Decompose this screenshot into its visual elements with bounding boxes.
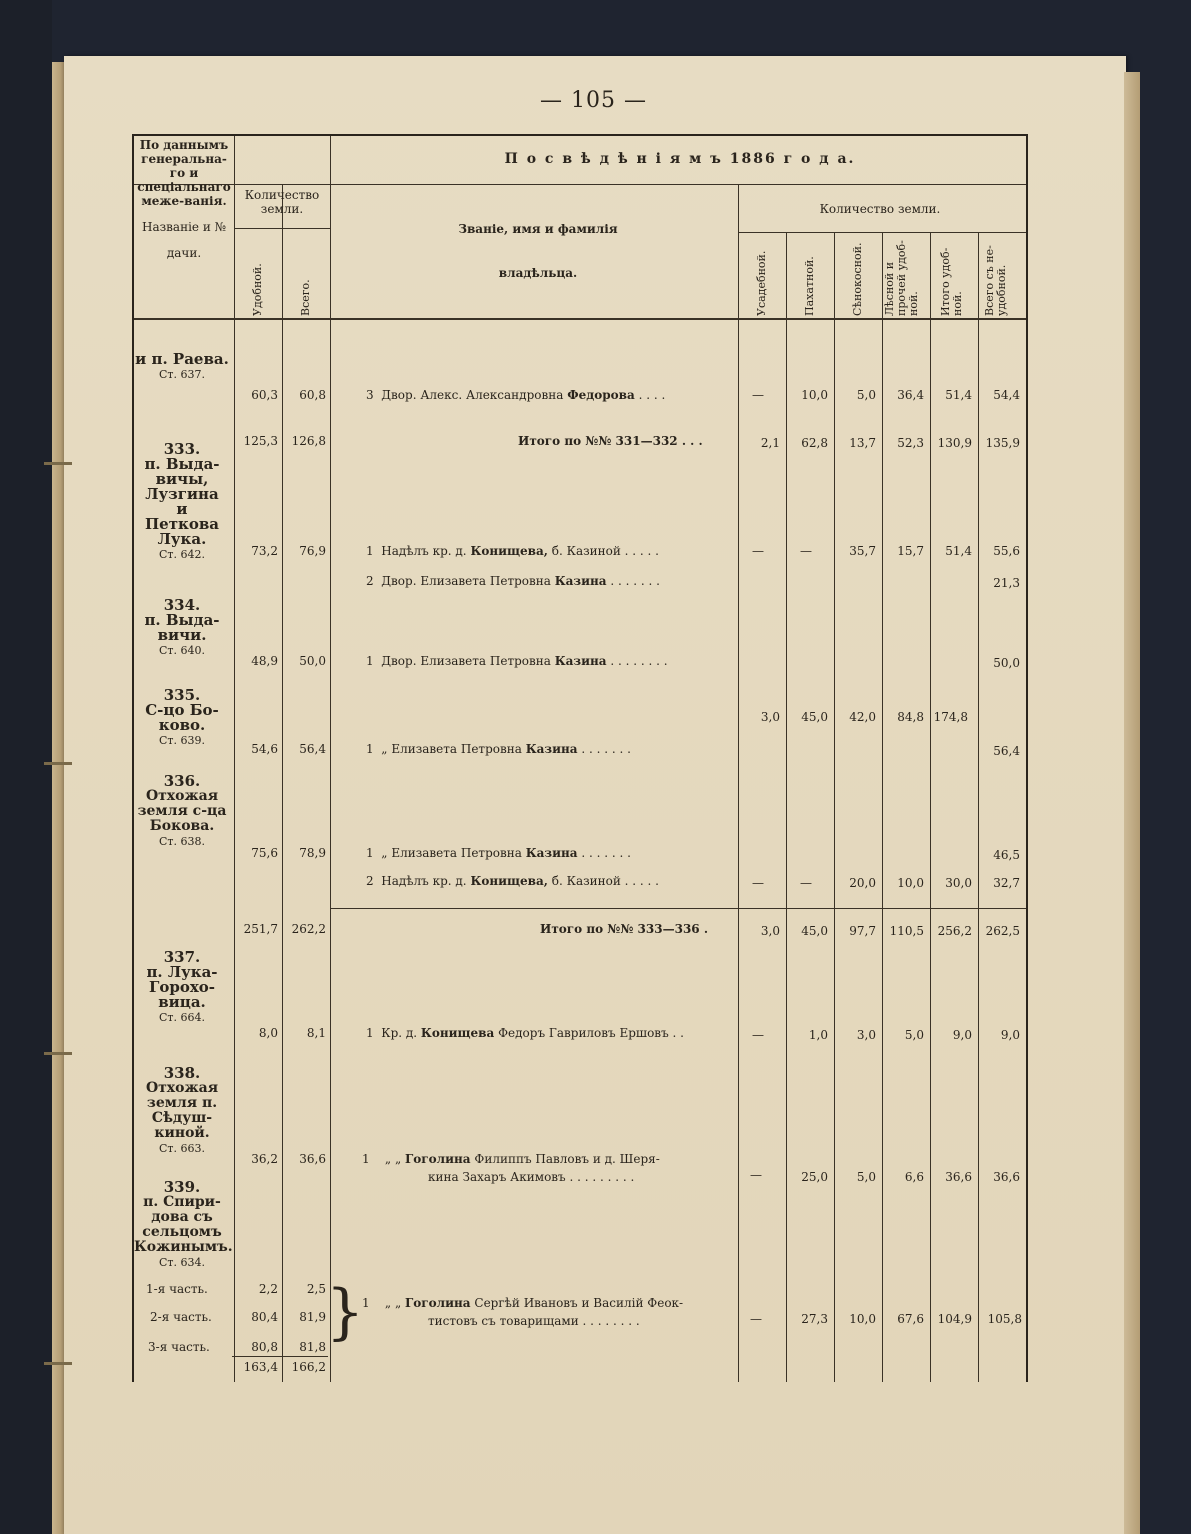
cell-c2: — xyxy=(800,544,812,558)
cell-c5: 256,2 xyxy=(937,924,972,938)
header-left-top: По даннымъ генеральна-го и спеціальнаго меже-ванія. xyxy=(137,138,231,208)
dacha-name: 337. п. Лука-Горохо-вица. Ст. 664. xyxy=(146,948,218,1024)
cell-total: 78,9 xyxy=(299,846,326,860)
cell-c3: 35,7 xyxy=(849,544,876,558)
header-owner-2: владѣльца. xyxy=(498,266,578,280)
cell-c4: 36,4 xyxy=(897,388,924,402)
cell-c6: 9,0 xyxy=(1000,1028,1020,1042)
cell-c1: — xyxy=(750,1168,762,1182)
cell-c6: 36,6 xyxy=(993,1170,1020,1184)
cell-c4: 6,6 xyxy=(904,1170,924,1184)
owner-entry-line2: кина Захаръ Акимовъ . . . . . . . . . xyxy=(428,1170,635,1184)
cell-c3: 13,7 xyxy=(849,436,876,450)
book-background-left xyxy=(0,0,52,1534)
cell-useful: 251,7 xyxy=(243,922,278,936)
owner-entry: 1 Двор. Елизавета Петровна Казина . . . . . . . . xyxy=(366,654,668,668)
cell-c4: 84,8 xyxy=(897,710,924,724)
col-divider xyxy=(282,184,283,1382)
dacha-name: 333. п. Выда-вичы, Лузгина и Петкова Лука. Ст. 642. xyxy=(144,440,220,561)
sum-rule xyxy=(232,1356,328,1357)
owner-entry: 3 Двор. Алекс. Александровна Федорова . . . . xyxy=(366,388,666,402)
page-right-edge xyxy=(1124,72,1140,1534)
owner-entry: 1 „ Елизавета Петровна Казина . . . . . . . xyxy=(366,846,631,860)
col-divider xyxy=(930,232,931,1382)
cell-c5: 30,0 xyxy=(945,876,972,890)
dacha-name: 335. С-цо Бо-ково. Ст. 639. xyxy=(145,686,219,747)
cell-useful: 80,8 xyxy=(251,1340,278,1354)
cell-useful: 125,3 xyxy=(243,434,278,448)
cell-c5: 130,9 xyxy=(937,436,972,450)
dacha-name: и п. Раева. Ст. 637. xyxy=(135,350,229,381)
part-label: 1-я часть. xyxy=(146,1282,208,1296)
owner-entry: 1 „ „ Гоголина Филиппъ Павловъ и д. Шеря- xyxy=(362,1152,660,1166)
cell-total: 50,0 xyxy=(299,654,326,668)
cell-c6: 56,4 xyxy=(993,744,1020,758)
cell-c6: 135,9 xyxy=(985,436,1020,450)
header-c-pah: Пахатной. xyxy=(803,256,816,316)
cell-c2: 62,8 xyxy=(801,436,828,450)
owner-entry: 1 Кр. д. Конищева Федоръ Гавриловъ Ершовъ . . xyxy=(366,1026,684,1040)
cell-c3: 20,0 xyxy=(849,876,876,890)
cell-c2: 1,0 xyxy=(808,1028,828,1042)
binding-stitch xyxy=(44,1052,72,1055)
cell-c1: — xyxy=(752,1028,764,1042)
cell-total: 81,8 xyxy=(299,1340,326,1354)
cell-c3: 97,7 xyxy=(849,924,876,938)
owner-entry: 1 Надѣлъ кр. д. Конищева, б. Казиной . . . . . xyxy=(366,544,659,558)
cell-useful: 2,2 xyxy=(258,1282,278,1296)
header-c-usad: Усадебной. xyxy=(755,250,768,316)
cell-c6: 55,6 xyxy=(993,544,1020,558)
part-label: 3-я часть. xyxy=(148,1340,210,1354)
cell-c2: 27,3 xyxy=(801,1312,828,1326)
cell-c5: 51,4 xyxy=(945,544,972,558)
cell-c6: 32,7 xyxy=(993,876,1020,890)
header-c-vsego: Всего съ не-удобной. xyxy=(983,245,1008,316)
page-number: — 105 — xyxy=(540,88,647,113)
cell-c2: 25,0 xyxy=(801,1170,828,1184)
cell-c1: — xyxy=(752,388,764,402)
owner-entry: 1 „ Елизавета Петровна Казина . . . . . . . xyxy=(366,742,631,756)
part-label: 2-я часть. xyxy=(150,1310,212,1324)
cell-c4: 5,0 xyxy=(904,1028,924,1042)
cell-c6: 46,5 xyxy=(993,848,1020,862)
header-name-col: Названіе и № дачи. xyxy=(142,220,226,260)
header-divider xyxy=(738,232,1026,233)
cell-total: 2,5 xyxy=(306,1282,326,1296)
dacha-name: 338. Отхожая земля п. Сѣдуш-киной. Ст. 663. xyxy=(145,1064,219,1155)
cell-c4: 67,6 xyxy=(897,1312,924,1326)
cell-c5: 9,0 xyxy=(952,1028,972,1042)
col-divider xyxy=(882,232,883,1382)
header-qty-land: Количество земли. xyxy=(244,188,320,216)
dacha-name: 339. п. Спири-дова съ сельцомъ Кожинымъ. Ст. 634. xyxy=(134,1178,233,1269)
subtotal-label: Итого по №№ 333—336 . xyxy=(540,922,708,936)
cell-useful-sum: 163,4 xyxy=(243,1360,278,1374)
brace-icon: } xyxy=(326,1277,365,1347)
cell-useful: 8,0 xyxy=(258,1026,278,1040)
binding-stitch xyxy=(44,462,72,465)
header-qty-land-right: Количество земли. xyxy=(819,202,941,216)
cell-c6: 262,5 xyxy=(985,924,1020,938)
cell-c5: 36,6 xyxy=(945,1170,972,1184)
owner-entry: 2 Двор. Елизавета Петровна Казина . . . . . . . xyxy=(366,574,660,588)
cell-c3: 10,0 xyxy=(849,1312,876,1326)
cell-c3: 5,0 xyxy=(856,388,876,402)
cell-c1: 2,1 xyxy=(760,436,780,450)
header-divider xyxy=(234,228,330,229)
cell-c2: 45,0 xyxy=(801,924,828,938)
owner-entry: 2 Надѣлъ кр. д. Конищева, б. Казиной . . . . . xyxy=(366,874,659,888)
dacha-name: 334. п. Выда-вичи. Ст. 640. xyxy=(144,596,220,657)
cell-c5: 104,9 xyxy=(937,1312,972,1326)
cell-c4: 15,7 xyxy=(897,544,924,558)
cell-c3: 5,0 xyxy=(856,1170,876,1184)
cell-c2: — xyxy=(800,876,812,890)
header-c-itog: Итого удоб-ной. xyxy=(939,247,964,316)
cell-c4: 10,0 xyxy=(897,876,924,890)
cell-c3: 3,0 xyxy=(856,1028,876,1042)
cell-c1: — xyxy=(752,544,764,558)
header-total: Всего. xyxy=(299,279,312,316)
cell-c5: 51,4 xyxy=(945,388,972,402)
cell-c6: 105,8 xyxy=(987,1312,1022,1326)
cell-useful: 36,2 xyxy=(251,1152,278,1166)
cell-total: 126,8 xyxy=(291,434,326,448)
binding-stitch xyxy=(44,1362,72,1365)
cell-total: 60,8 xyxy=(299,388,326,402)
owner-entry: 1 „ „ Гоголина Сергѣй Ивановъ и Василій Феок- xyxy=(362,1296,684,1310)
col-divider xyxy=(978,232,979,1382)
cell-c4: 52,3 xyxy=(897,436,924,450)
header-c-les: Лѣсной и прочей удоб-ной. xyxy=(883,240,920,316)
col-divider xyxy=(330,136,331,1382)
col-divider xyxy=(738,184,739,1382)
binding-stitch xyxy=(44,762,72,765)
table-frame xyxy=(132,134,1028,1382)
cell-total: 262,2 xyxy=(291,922,326,936)
header-owner-1: Званіе, имя и фамилія xyxy=(458,222,618,236)
cell-c5: 174,8 xyxy=(933,710,968,724)
subtotal-label: Итого по №№ 331—332 . . . xyxy=(518,434,703,448)
header-useful: Удобной. xyxy=(251,263,264,316)
cell-useful: 54,6 xyxy=(251,742,278,756)
cell-c1: — xyxy=(752,876,764,890)
cell-useful: 75,6 xyxy=(251,846,278,860)
cell-total: 76,9 xyxy=(299,544,326,558)
cell-c2: 45,0 xyxy=(801,710,828,724)
cell-total: 8,1 xyxy=(306,1026,326,1040)
owner-entry-line2: тистовъ съ товарищами . . . . . . . . xyxy=(428,1314,640,1328)
cell-total: 56,4 xyxy=(299,742,326,756)
dacha-name: 336. Отхожая земля с-ца Бокова. Ст. 638. xyxy=(137,772,227,848)
header-bottom-rule xyxy=(134,318,1026,320)
header-divider xyxy=(134,184,1026,185)
col-divider xyxy=(234,136,235,1382)
col-divider xyxy=(786,232,787,1382)
header-right-top: П о с в ѣ д ѣ н і я м ъ 1886 г о д а. xyxy=(504,151,856,167)
cell-useful: 73,2 xyxy=(251,544,278,558)
subtotal-rule xyxy=(330,908,1026,909)
header-c-sen: Сѣнокосной. xyxy=(851,242,864,316)
cell-c6: 50,0 xyxy=(993,656,1020,670)
cell-total: 81,9 xyxy=(299,1310,326,1324)
cell-c1: 3,0 xyxy=(760,924,780,938)
cell-total-sum: 166,2 xyxy=(291,1360,326,1374)
cell-c6: 54,4 xyxy=(993,388,1020,402)
cell-c1: 3,0 xyxy=(760,710,780,724)
cell-c6: 21,3 xyxy=(993,576,1020,590)
cell-useful: 48,9 xyxy=(251,654,278,668)
cell-useful: 80,4 xyxy=(251,1310,278,1324)
cell-c1: — xyxy=(750,1312,762,1326)
cell-useful: 60,3 xyxy=(251,388,278,402)
cell-total: 36,6 xyxy=(299,1152,326,1166)
cell-c4: 110,5 xyxy=(889,924,924,938)
cell-c2: 10,0 xyxy=(801,388,828,402)
cell-c3: 42,0 xyxy=(849,710,876,724)
col-divider xyxy=(834,232,835,1382)
